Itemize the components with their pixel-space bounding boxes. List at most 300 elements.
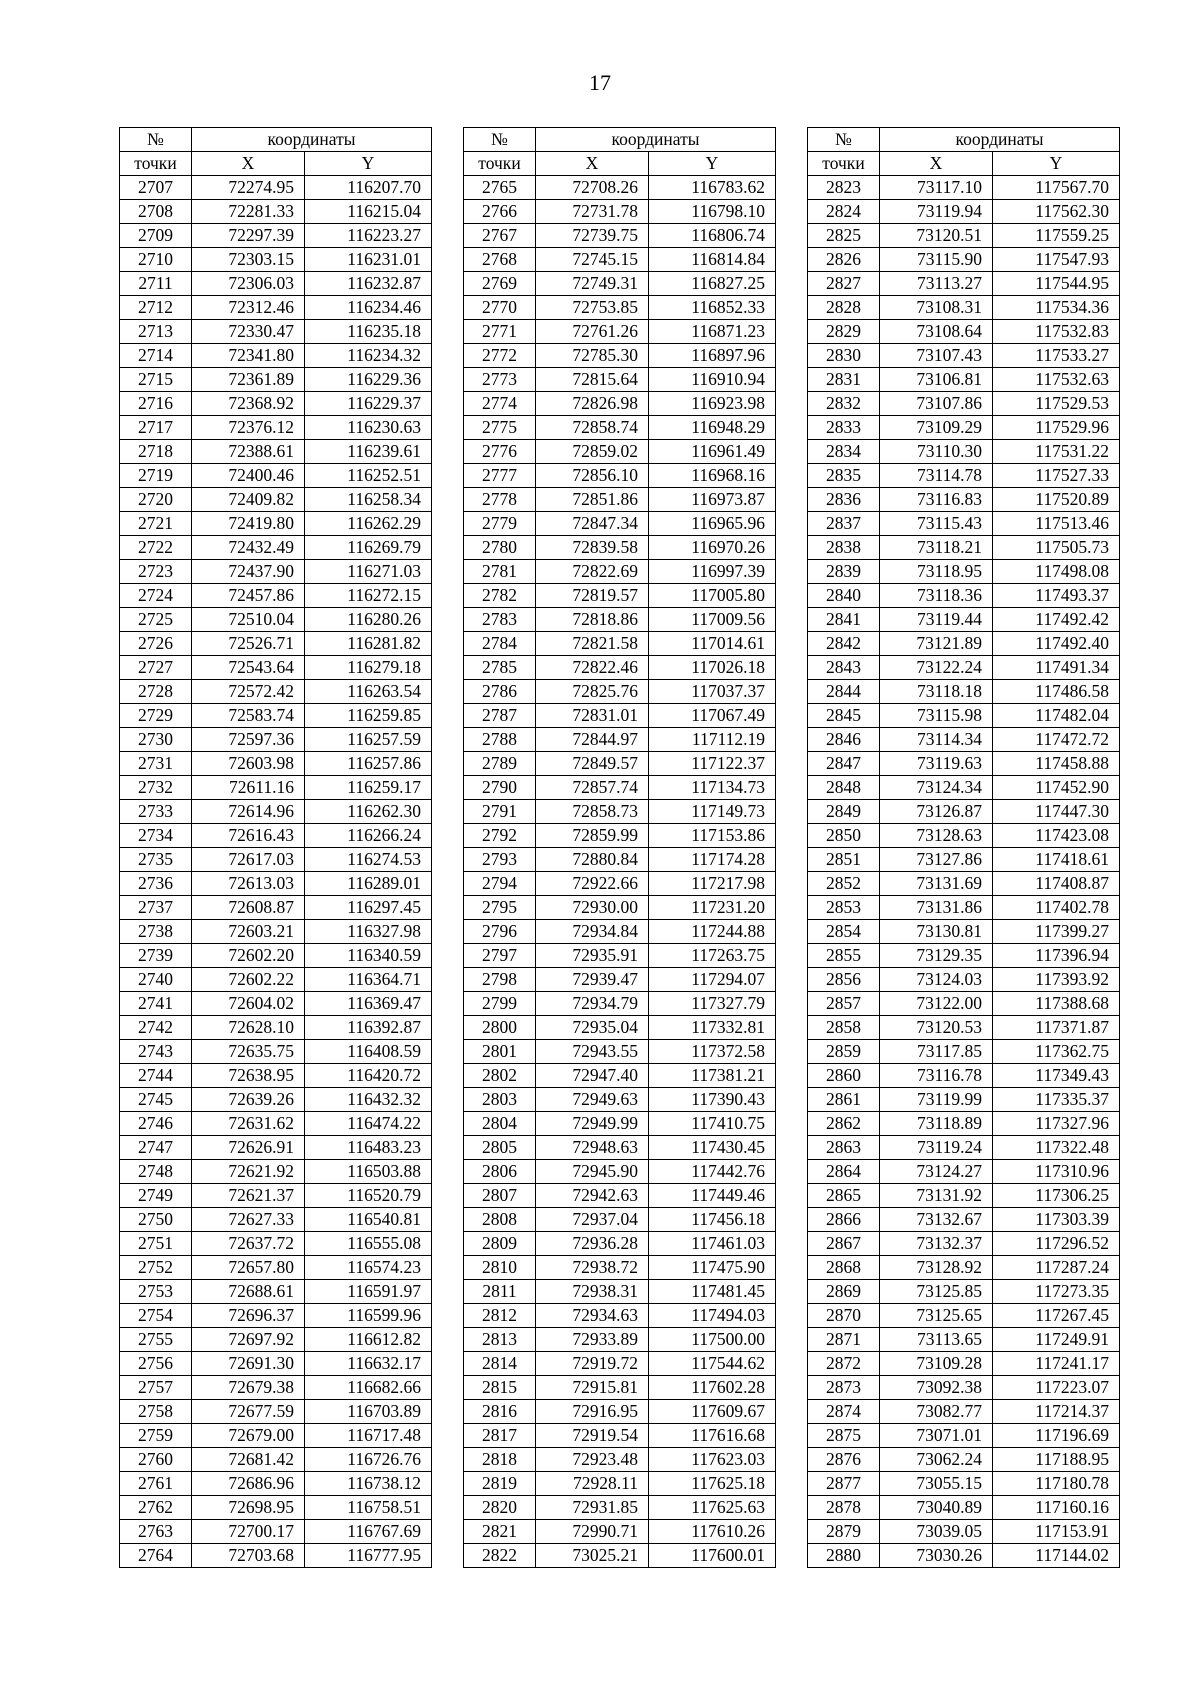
x-coordinate-cell: 72696.37 — [192, 1304, 305, 1328]
table-row — [464, 1160, 776, 1184]
table-row — [464, 1424, 776, 1448]
x-coordinate-cell: 73119.24 — [880, 1136, 993, 1160]
y-coordinate-cell: 117322.48 — [993, 1136, 1120, 1160]
y-coordinate-cell: 117493.37 — [993, 584, 1120, 608]
y-coordinate-cell: 117067.49 — [649, 704, 776, 728]
y-coordinate-cell: 116897.96 — [649, 344, 776, 368]
point-number-cell: 2755 — [120, 1328, 192, 1352]
point-number-cell: 2860 — [808, 1064, 880, 1088]
table-row — [464, 296, 776, 320]
table-row — [808, 920, 1120, 944]
x-coordinate-cell: 72937.04 — [536, 1208, 649, 1232]
x-coordinate-cell: 72931.85 — [536, 1496, 649, 1520]
x-coordinate-cell: 72686.96 — [192, 1472, 305, 1496]
table-row — [464, 1208, 776, 1232]
x-coordinate-cell: 73115.43 — [880, 512, 993, 536]
x-coordinate-cell: 73118.36 — [880, 584, 993, 608]
y-coordinate-cell: 117482.04 — [993, 704, 1120, 728]
x-coordinate-cell: 72611.16 — [192, 776, 305, 800]
x-coordinate-cell: 72922.66 — [536, 872, 649, 896]
point-number-cell: 2822 — [464, 1544, 536, 1568]
y-coordinate-cell: 117273.35 — [993, 1280, 1120, 1304]
point-number-cell: 2794 — [464, 872, 536, 896]
x-coordinate-cell: 72608.87 — [192, 896, 305, 920]
y-coordinate-cell: 117486.58 — [993, 680, 1120, 704]
table-row — [120, 1280, 432, 1304]
y-coordinate-cell: 117287.24 — [993, 1256, 1120, 1280]
x-coordinate-cell: 72857.74 — [536, 776, 649, 800]
point-number-cell: 2728 — [120, 680, 192, 704]
table-row — [120, 1016, 432, 1040]
point-number-cell: 2825 — [808, 224, 880, 248]
table-row — [120, 872, 432, 896]
y-coordinate-cell: 117327.79 — [649, 992, 776, 1016]
table-row — [464, 224, 776, 248]
table-row — [464, 704, 776, 728]
y-coordinate-cell: 117026.18 — [649, 656, 776, 680]
point-number-cell: 2857 — [808, 992, 880, 1016]
table-row — [808, 1496, 1120, 1520]
table-row — [808, 1448, 1120, 1472]
table-row — [464, 1136, 776, 1160]
point-number-cell: 2807 — [464, 1184, 536, 1208]
x-coordinate-cell: 72639.26 — [192, 1088, 305, 1112]
x-coordinate-cell: 73114.34 — [880, 728, 993, 752]
x-coordinate-cell: 72821.58 — [536, 632, 649, 656]
header-y: Y — [993, 152, 1120, 176]
point-number-cell: 2872 — [808, 1352, 880, 1376]
x-coordinate-cell: 72826.98 — [536, 392, 649, 416]
x-coordinate-cell: 72731.78 — [536, 200, 649, 224]
table-row — [808, 680, 1120, 704]
table-row — [808, 176, 1120, 200]
point-number-cell: 2792 — [464, 824, 536, 848]
point-number-cell: 2850 — [808, 824, 880, 848]
point-number-cell: 2861 — [808, 1088, 880, 1112]
y-coordinate-cell: 117396.94 — [993, 944, 1120, 968]
y-coordinate-cell: 116852.33 — [649, 296, 776, 320]
table-row — [120, 824, 432, 848]
y-coordinate-cell: 117533.27 — [993, 344, 1120, 368]
point-number-cell: 2775 — [464, 416, 536, 440]
y-coordinate-cell: 117600.01 — [649, 1544, 776, 1568]
y-coordinate-cell: 116257.59 — [305, 728, 432, 752]
point-number-cell: 2731 — [120, 752, 192, 776]
table-row — [120, 1208, 432, 1232]
y-coordinate-cell: 116297.45 — [305, 896, 432, 920]
table-row — [120, 968, 432, 992]
point-number-cell: 2809 — [464, 1232, 536, 1256]
table-row — [120, 536, 432, 560]
table-row — [464, 632, 776, 656]
table-row — [464, 728, 776, 752]
y-coordinate-cell: 117529.96 — [993, 416, 1120, 440]
x-coordinate-cell: 72753.85 — [536, 296, 649, 320]
y-coordinate-cell: 116520.79 — [305, 1184, 432, 1208]
table-row — [464, 1280, 776, 1304]
x-coordinate-cell: 72915.81 — [536, 1376, 649, 1400]
point-number-cell: 2742 — [120, 1016, 192, 1040]
y-coordinate-cell: 117532.63 — [993, 368, 1120, 392]
table-row — [808, 488, 1120, 512]
x-coordinate-cell: 72330.47 — [192, 320, 305, 344]
y-coordinate-cell: 116280.26 — [305, 608, 432, 632]
point-number-cell: 2856 — [808, 968, 880, 992]
y-coordinate-cell: 116364.71 — [305, 968, 432, 992]
y-coordinate-cell: 116259.85 — [305, 704, 432, 728]
point-number-cell: 2740 — [120, 968, 192, 992]
y-coordinate-cell: 116289.01 — [305, 872, 432, 896]
table-row — [464, 1304, 776, 1328]
table-row — [808, 752, 1120, 776]
point-number-cell: 2843 — [808, 656, 880, 680]
y-coordinate-cell: 117153.86 — [649, 824, 776, 848]
point-number-cell: 2760 — [120, 1448, 192, 1472]
table-row — [120, 992, 432, 1016]
y-coordinate-cell: 116420.72 — [305, 1064, 432, 1088]
point-number-cell: 2879 — [808, 1520, 880, 1544]
y-coordinate-cell: 117390.43 — [649, 1088, 776, 1112]
x-coordinate-cell: 73039.05 — [880, 1520, 993, 1544]
point-number-cell: 2831 — [808, 368, 880, 392]
x-coordinate-cell: 72597.36 — [192, 728, 305, 752]
table-row — [464, 680, 776, 704]
x-coordinate-cell: 72949.99 — [536, 1112, 649, 1136]
table-row — [120, 608, 432, 632]
table-row — [120, 248, 432, 272]
point-number-cell: 2854 — [808, 920, 880, 944]
x-coordinate-cell: 72938.72 — [536, 1256, 649, 1280]
table-row — [120, 896, 432, 920]
x-coordinate-cell: 72510.04 — [192, 608, 305, 632]
point-number-cell: 2830 — [808, 344, 880, 368]
x-coordinate-cell: 72916.95 — [536, 1400, 649, 1424]
header-point-number-symbol: № — [120, 128, 192, 152]
point-number-cell: 2849 — [808, 800, 880, 824]
x-coordinate-cell: 72616.43 — [192, 824, 305, 848]
y-coordinate-cell: 116239.61 — [305, 440, 432, 464]
point-number-cell: 2778 — [464, 488, 536, 512]
table-row — [464, 560, 776, 584]
header-point-label: точки — [464, 152, 536, 176]
point-number-cell: 2744 — [120, 1064, 192, 1088]
x-coordinate-cell: 72949.63 — [536, 1088, 649, 1112]
x-coordinate-cell: 73132.67 — [880, 1208, 993, 1232]
table-row — [120, 176, 432, 200]
x-coordinate-cell: 72858.73 — [536, 800, 649, 824]
point-number-cell: 2707 — [120, 176, 192, 200]
point-number-cell: 2875 — [808, 1424, 880, 1448]
header-point-label: точки — [120, 152, 192, 176]
table-row — [120, 1448, 432, 1472]
x-coordinate-cell: 72361.89 — [192, 368, 305, 392]
table-row — [120, 200, 432, 224]
y-coordinate-cell: 117456.18 — [649, 1208, 776, 1232]
x-coordinate-cell: 72681.42 — [192, 1448, 305, 1472]
table-row — [808, 992, 1120, 1016]
table-row — [464, 1544, 776, 1568]
x-coordinate-cell: 72844.97 — [536, 728, 649, 752]
table-row — [808, 416, 1120, 440]
point-number-cell: 2739 — [120, 944, 192, 968]
x-coordinate-cell: 72679.00 — [192, 1424, 305, 1448]
point-number-cell: 2717 — [120, 416, 192, 440]
x-coordinate-cell: 72858.74 — [536, 416, 649, 440]
table-row — [120, 1088, 432, 1112]
table-row — [808, 1304, 1120, 1328]
table-row — [120, 1352, 432, 1376]
y-coordinate-cell: 116997.39 — [649, 560, 776, 584]
x-coordinate-cell: 73131.86 — [880, 896, 993, 920]
point-number-cell: 2711 — [120, 272, 192, 296]
point-number-cell: 2828 — [808, 296, 880, 320]
table-row — [120, 1496, 432, 1520]
table-row — [808, 1016, 1120, 1040]
point-number-cell: 2836 — [808, 488, 880, 512]
point-number-cell: 2821 — [464, 1520, 536, 1544]
table-row — [120, 1376, 432, 1400]
x-coordinate-cell: 73118.18 — [880, 680, 993, 704]
y-coordinate-cell: 116262.29 — [305, 512, 432, 536]
x-coordinate-cell: 72990.71 — [536, 1520, 649, 1544]
x-coordinate-cell: 73126.87 — [880, 800, 993, 824]
point-number-cell: 2713 — [120, 320, 192, 344]
y-coordinate-cell: 116798.10 — [649, 200, 776, 224]
table-row — [464, 1520, 776, 1544]
y-coordinate-cell: 116814.84 — [649, 248, 776, 272]
table-row — [120, 488, 432, 512]
header-coordinates: координаты — [192, 128, 432, 152]
point-number-cell: 2781 — [464, 560, 536, 584]
table-row — [464, 920, 776, 944]
point-number-cell: 2845 — [808, 704, 880, 728]
point-number-cell: 2719 — [120, 464, 192, 488]
table-row — [808, 656, 1120, 680]
point-number-cell: 2714 — [120, 344, 192, 368]
x-coordinate-cell: 73071.01 — [880, 1424, 993, 1448]
x-coordinate-cell: 73121.89 — [880, 632, 993, 656]
y-coordinate-cell: 116474.22 — [305, 1112, 432, 1136]
y-coordinate-cell: 117223.07 — [993, 1376, 1120, 1400]
point-number-cell: 2811 — [464, 1280, 536, 1304]
point-number-cell: 2768 — [464, 248, 536, 272]
table-row — [120, 1304, 432, 1328]
table-row — [464, 752, 776, 776]
point-number-cell: 2782 — [464, 584, 536, 608]
y-coordinate-cell: 117160.16 — [993, 1496, 1120, 1520]
y-coordinate-cell: 116229.36 — [305, 368, 432, 392]
y-coordinate-cell: 116232.87 — [305, 272, 432, 296]
x-coordinate-cell: 72934.84 — [536, 920, 649, 944]
x-coordinate-cell: 72628.10 — [192, 1016, 305, 1040]
table-row — [808, 1424, 1120, 1448]
point-number-cell: 2770 — [464, 296, 536, 320]
table-row — [808, 1376, 1120, 1400]
y-coordinate-cell: 117310.96 — [993, 1160, 1120, 1184]
point-number-cell: 2865 — [808, 1184, 880, 1208]
table-row — [808, 200, 1120, 224]
x-coordinate-cell: 73055.15 — [880, 1472, 993, 1496]
y-coordinate-cell: 116234.46 — [305, 296, 432, 320]
x-coordinate-cell: 72819.57 — [536, 584, 649, 608]
point-number-cell: 2870 — [808, 1304, 880, 1328]
y-coordinate-cell: 116271.03 — [305, 560, 432, 584]
point-number-cell: 2791 — [464, 800, 536, 824]
x-coordinate-cell: 73117.85 — [880, 1040, 993, 1064]
x-coordinate-cell: 72572.42 — [192, 680, 305, 704]
x-coordinate-cell: 73114.78 — [880, 464, 993, 488]
y-coordinate-cell: 116726.76 — [305, 1448, 432, 1472]
x-coordinate-cell: 73113.27 — [880, 272, 993, 296]
y-coordinate-cell: 116231.01 — [305, 248, 432, 272]
point-number-cell: 2735 — [120, 848, 192, 872]
x-coordinate-cell: 73117.10 — [880, 176, 993, 200]
table-row — [464, 896, 776, 920]
y-coordinate-cell: 116483.23 — [305, 1136, 432, 1160]
x-coordinate-cell: 72617.03 — [192, 848, 305, 872]
point-number-cell: 2710 — [120, 248, 192, 272]
point-number-cell: 2788 — [464, 728, 536, 752]
x-coordinate-cell: 73108.64 — [880, 320, 993, 344]
x-coordinate-cell: 72935.91 — [536, 944, 649, 968]
x-coordinate-cell: 73119.63 — [880, 752, 993, 776]
y-coordinate-cell: 117531.22 — [993, 440, 1120, 464]
point-number-cell: 2801 — [464, 1040, 536, 1064]
y-coordinate-cell: 117174.28 — [649, 848, 776, 872]
x-coordinate-cell: 72677.59 — [192, 1400, 305, 1424]
point-number-cell: 2738 — [120, 920, 192, 944]
table-row — [808, 1328, 1120, 1352]
table-row — [808, 944, 1120, 968]
point-number-cell: 2823 — [808, 176, 880, 200]
y-coordinate-cell: 117217.98 — [649, 872, 776, 896]
table-row — [120, 632, 432, 656]
coordinates-table-body — [808, 176, 1120, 1568]
table-row — [464, 440, 776, 464]
y-coordinate-cell: 117498.08 — [993, 560, 1120, 584]
table-row — [120, 704, 432, 728]
point-number-cell: 2726 — [120, 632, 192, 656]
y-coordinate-cell: 116599.96 — [305, 1304, 432, 1328]
table-row — [120, 344, 432, 368]
table-row — [464, 584, 776, 608]
y-coordinate-cell: 116923.98 — [649, 392, 776, 416]
x-coordinate-cell: 72947.40 — [536, 1064, 649, 1088]
y-coordinate-cell: 116961.49 — [649, 440, 776, 464]
table-row — [120, 368, 432, 392]
point-number-cell: 2721 — [120, 512, 192, 536]
point-number-cell: 2826 — [808, 248, 880, 272]
y-coordinate-cell: 117249.91 — [993, 1328, 1120, 1352]
x-coordinate-cell: 72603.98 — [192, 752, 305, 776]
x-coordinate-cell: 72739.75 — [536, 224, 649, 248]
table-row — [808, 560, 1120, 584]
x-coordinate-cell: 72604.02 — [192, 992, 305, 1016]
y-coordinate-cell: 117267.45 — [993, 1304, 1120, 1328]
x-coordinate-cell: 73128.92 — [880, 1256, 993, 1280]
y-coordinate-cell: 117559.25 — [993, 224, 1120, 248]
table-row — [464, 368, 776, 392]
table-row — [120, 656, 432, 680]
point-number-cell: 2855 — [808, 944, 880, 968]
table-row — [808, 1136, 1120, 1160]
point-number-cell: 2764 — [120, 1544, 192, 1568]
table-row — [808, 512, 1120, 536]
point-number-cell: 2867 — [808, 1232, 880, 1256]
table-row — [808, 1352, 1120, 1376]
point-number-cell: 2864 — [808, 1160, 880, 1184]
table-row — [464, 1352, 776, 1376]
y-coordinate-cell: 117452.90 — [993, 776, 1120, 800]
table-row — [464, 1016, 776, 1040]
x-coordinate-cell: 72825.76 — [536, 680, 649, 704]
point-number-cell: 2783 — [464, 608, 536, 632]
x-coordinate-cell: 72543.64 — [192, 656, 305, 680]
y-coordinate-cell: 116806.74 — [649, 224, 776, 248]
point-number-cell: 2745 — [120, 1088, 192, 1112]
x-coordinate-cell: 72919.54 — [536, 1424, 649, 1448]
y-coordinate-cell: 117492.42 — [993, 608, 1120, 632]
point-number-cell: 2805 — [464, 1136, 536, 1160]
y-coordinate-cell: 117475.90 — [649, 1256, 776, 1280]
x-coordinate-cell: 72919.72 — [536, 1352, 649, 1376]
table-row — [808, 344, 1120, 368]
table-row — [808, 632, 1120, 656]
point-number-cell: 2808 — [464, 1208, 536, 1232]
y-coordinate-cell: 117567.70 — [993, 176, 1120, 200]
point-number-cell: 2772 — [464, 344, 536, 368]
x-coordinate-cell: 72274.95 — [192, 176, 305, 200]
table-row — [464, 1064, 776, 1088]
point-number-cell: 2803 — [464, 1088, 536, 1112]
y-coordinate-cell: 116738.12 — [305, 1472, 432, 1496]
y-coordinate-cell: 116408.59 — [305, 1040, 432, 1064]
point-number-cell: 2787 — [464, 704, 536, 728]
y-coordinate-cell: 117472.72 — [993, 728, 1120, 752]
table-row — [120, 1424, 432, 1448]
point-number-cell: 2741 — [120, 992, 192, 1016]
x-coordinate-cell: 72437.90 — [192, 560, 305, 584]
table-row — [120, 272, 432, 296]
x-coordinate-cell: 73118.89 — [880, 1112, 993, 1136]
point-number-cell: 2786 — [464, 680, 536, 704]
y-coordinate-cell: 117112.19 — [649, 728, 776, 752]
table-row — [464, 320, 776, 344]
point-number-cell: 2798 — [464, 968, 536, 992]
y-coordinate-cell: 117149.73 — [649, 800, 776, 824]
table-row — [464, 1184, 776, 1208]
y-coordinate-cell: 117500.00 — [649, 1328, 776, 1352]
table-row — [120, 920, 432, 944]
table-row — [464, 1112, 776, 1136]
table-row — [464, 800, 776, 824]
point-number-cell: 2853 — [808, 896, 880, 920]
table-row — [120, 752, 432, 776]
y-coordinate-cell: 117418.61 — [993, 848, 1120, 872]
table-row — [464, 1040, 776, 1064]
y-coordinate-cell: 116682.66 — [305, 1376, 432, 1400]
x-coordinate-cell: 72526.71 — [192, 632, 305, 656]
point-number-cell: 2819 — [464, 1472, 536, 1496]
x-coordinate-cell: 73115.90 — [880, 248, 993, 272]
table-row — [464, 1472, 776, 1496]
point-number-cell: 2767 — [464, 224, 536, 248]
y-coordinate-cell: 117505.73 — [993, 536, 1120, 560]
table-row — [808, 728, 1120, 752]
x-coordinate-cell: 73109.29 — [880, 416, 993, 440]
header-y: Y — [305, 152, 432, 176]
x-coordinate-cell: 72939.47 — [536, 968, 649, 992]
